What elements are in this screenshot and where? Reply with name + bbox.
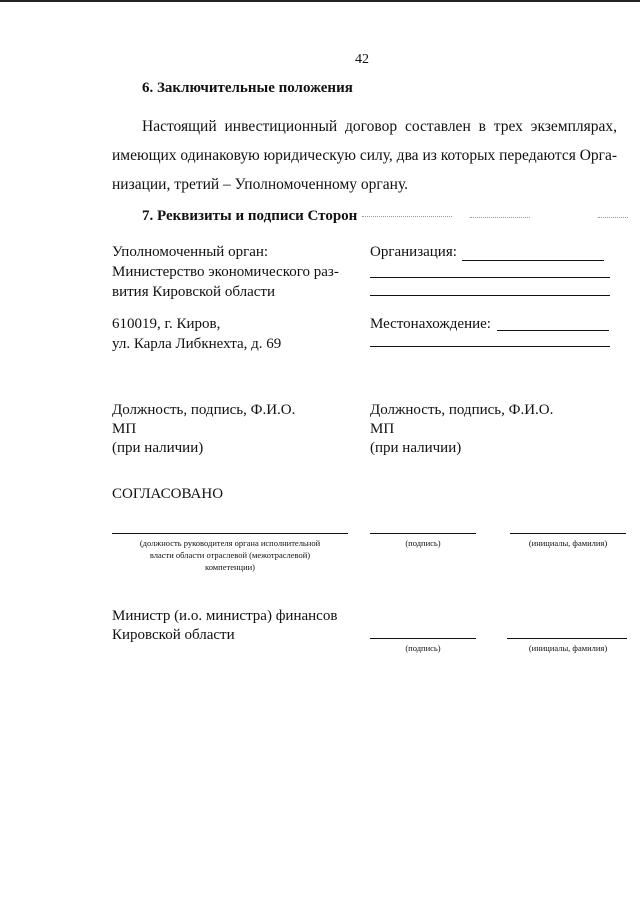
authority-sign-label: Должность, подпись, Ф.И.О. [112,402,296,418]
paragraph-line: низации, третий – Уполномоченному органу. [112,176,409,193]
location-blank-line [370,346,610,347]
section-6-heading: 6. Заключительные положения [142,80,353,96]
organization-blank-line [370,277,610,278]
minister-name-caption: (инициалы, фамилия) [528,643,608,653]
approval-title: СОГЛАСОВАНО [112,486,224,502]
name-blank-line [510,533,626,534]
organization-stamp-label: МП [370,421,395,437]
section-7-heading: 7. Реквизиты и подписи Сторон [142,208,358,224]
paragraph-line: Настоящий инвестиционный договор составлен в трех экземплярах, [142,118,617,135]
authority-address-line: 610019, г. Киров, [112,316,221,332]
organization-label: Организация: [370,244,457,260]
organization-if-any-label: (при наличии) [370,440,462,456]
minister-signature-blank-line [370,638,476,639]
location-blank-line [497,330,609,331]
organization-sign-label: Должность, подпись, Ф.И.О. [370,402,554,418]
organization-blank-line [370,295,610,296]
signature-caption: (подпись) [405,538,441,548]
organization-blank-line [462,260,604,261]
scan-artifact-line [362,216,452,217]
scan-artifact-line [470,217,530,218]
top-border-line [0,0,640,2]
minister-title-line: Министр (и.о. министра) финансов [112,608,338,624]
minister-title-line: Кировской области [112,627,235,643]
caption-line: компетенции) [205,562,255,572]
authority-if-any-label: (при наличии) [112,440,204,456]
authority-label: Уполномоченный орган: [112,244,269,260]
authority-address-line: ул. Карла Либкнехта, д. 69 [112,336,282,352]
minister-name-blank-line [507,638,627,639]
scan-artifact-line [598,217,628,218]
name-caption: (инициалы, фамилия) [528,538,608,548]
paragraph-line: имеющих одинаковую юридическую силу, два из которых передаются Орга- [112,147,618,164]
section-6-paragraph [112,112,617,199]
signature-blank-line [370,533,476,534]
position-caption [112,537,348,573]
page-number: 42 [355,52,369,67]
location-label: Местонахождение: [370,316,491,332]
position-blank-line [112,533,348,534]
authority-name-line: Министерство экономического раз- [112,264,339,280]
caption-line: (должность руководителя органа исполнительной [139,538,321,548]
caption-line: власти области отраслевой (межотраслевой) [149,550,311,560]
minister-signature-caption: (подпись) [405,643,441,653]
authority-stamp-label: МП [112,421,137,437]
authority-name-line: вития Кировской области [112,284,275,300]
